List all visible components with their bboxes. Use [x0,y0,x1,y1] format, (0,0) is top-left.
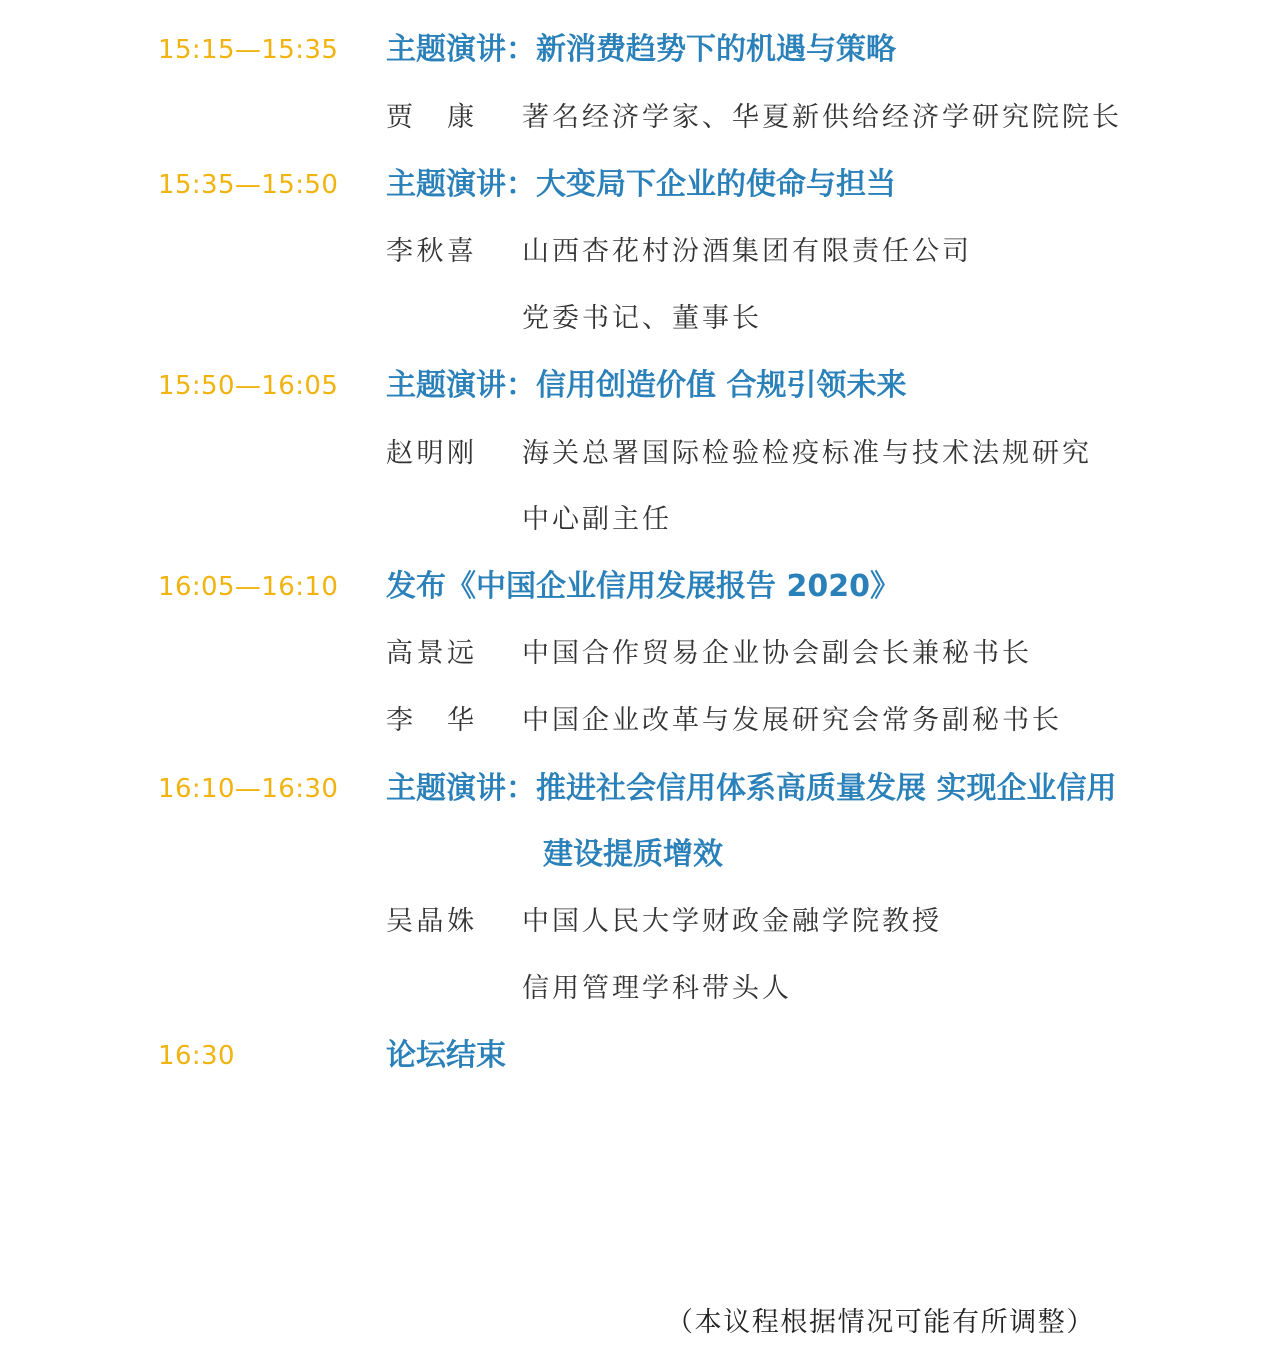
speaker-name: 高景远 [386,638,474,669]
speaker-role: 中国企业改革与发展研究会常务副秘书长 [522,705,1062,736]
session-time: 16:05—16:10 [158,572,339,602]
session-time: 15:50—16:05 [158,371,339,401]
speaker-role: 海关总署国际检验检疫标准与技术法规研究 [522,438,1092,469]
speaker-role: 著名经济学家、华夏新供给经济学研究院院长 [522,102,1122,133]
speaker-role: 中心副主任 [522,504,672,535]
session-title: 发布《中国企业信用发展报告 2020》 [386,569,900,604]
speaker-role: 中国人民大学财政金融学院教授 [522,906,942,937]
session-time: 16:30 [158,1041,235,1071]
speaker-name: 贾 康 [386,102,474,133]
session-time: 15:15—15:35 [158,35,339,65]
session-title-continued: 建设提质增效 [543,837,723,872]
session-time: 15:35—15:50 [158,170,339,200]
speaker-role: 中国合作贸易企业协会副会长兼秘书长 [522,638,1032,669]
agenda-footnote: （本议程根据情况可能有所调整） [666,1307,1095,1338]
speaker-role: 信用管理学科带头人 [522,973,792,1004]
session-title: 主题演讲：新消费趋势下的机遇与策略 [386,32,896,67]
speaker-role: 山西杏花村汾酒集团有限责任公司 [522,236,972,267]
session-title: 论坛结束 [386,1038,506,1073]
speaker-name: 吴晶姝 [386,906,474,937]
speaker-name: 李 华 [386,705,474,736]
speaker-name: 赵明刚 [386,438,474,469]
session-title: 主题演讲：大变局下企业的使命与担当 [386,167,896,202]
speaker-name: 李秋喜 [386,236,474,267]
session-time: 16:10—16:30 [158,774,339,804]
session-title: 主题演讲：信用创造价值 合规引领未来 [386,368,907,403]
session-title: 主题演讲：推进社会信用体系高质量发展 实现企业信用 [386,771,1117,806]
speaker-role: 党委书记、董事长 [522,303,762,334]
